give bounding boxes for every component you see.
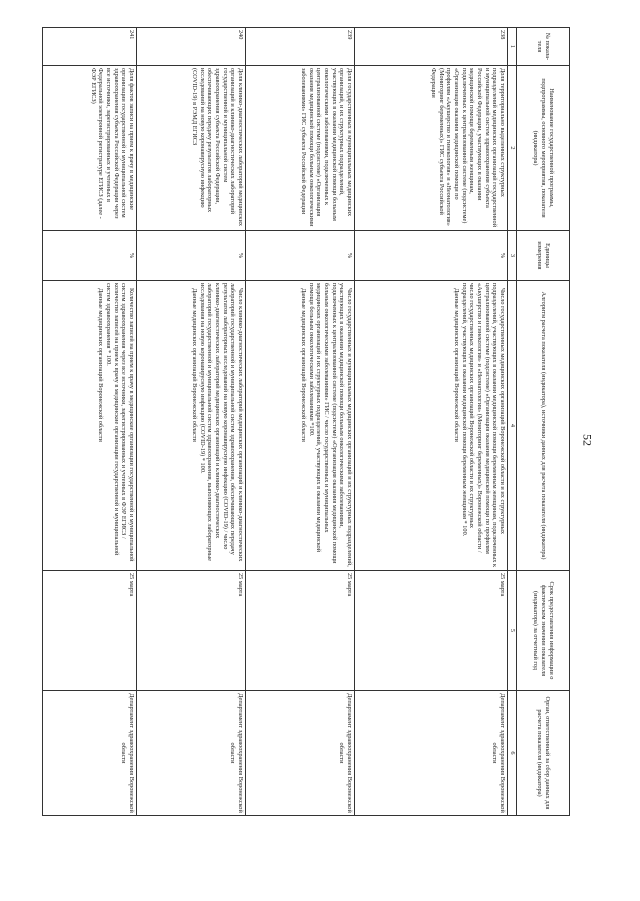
row-number: 241: [43, 28, 137, 66]
deadline: 25 марта: [43, 571, 137, 691]
table-row: [43, 28, 137, 816]
table-row: [354, 28, 507, 816]
algorithm-cell: [137, 281, 246, 571]
responsible-authority: Департамент здравоохранения Воронежской области: [43, 691, 137, 816]
table-row: [137, 28, 246, 816]
deadline: 25 марта: [354, 571, 507, 691]
data-source: Данные медицинских организаций Воронежской области: [452, 288, 460, 442]
indicator-name: Доля государственных и муниципальных медицинских организаций, и их структурных подразделений, участвующих в оказании медицинской помощи больным онкологическими заболеваниями, подключенных к централизованной системе (подсистеме) «Организация оказания медицинской помощи больным онкологическими заболеваниями» ГИС субъекта Российской Федерации: [246, 66, 355, 231]
row-number: 239: [246, 28, 355, 66]
table-row: [246, 28, 355, 816]
column-numbers-row: [508, 28, 517, 816]
unit: %: [137, 231, 246, 281]
unit: %: [43, 231, 137, 281]
indicator-name: Доля территориально выделенных структурных подразделений медицинских организаций государственной и муниципальной систем здравоохранения субъекта Российской Федерации, участвующих в оказании медицинской помощи беременным женщинам, подключенных к централизованной системе (подсистеме) «Организация оказания медицинской помощи по профилям «Акушерство и гинекология» и «Неонатология» (Мониторинг беременных)» ГИС субъекта Российской Федерации: [354, 66, 507, 231]
column-number: 2: [508, 66, 517, 231]
unit: %: [354, 231, 507, 281]
header-deadline: Срок предоставления информации о фактическом значении показателя (индикатора) за отчетный год: [517, 571, 570, 691]
row-number: 240: [137, 28, 246, 66]
deadline: 25 марта: [246, 571, 355, 691]
algorithm-cell: [43, 281, 137, 571]
data-source: Данные медицинских организаций Воронежской области: [191, 288, 199, 442]
column-number: 6: [508, 691, 517, 816]
column-number: 4: [508, 281, 517, 571]
header-indicator-name: Наименование государственной программы, подпрограммы, основного мероприятия, показателя (индикатора): [517, 66, 570, 231]
algorithm-cell: [246, 281, 355, 571]
header-authority: Орган, ответственный за сбор данных для расчета показателя (индикатора): [517, 691, 570, 816]
column-number: 1: [508, 28, 517, 66]
page-number: 52: [580, 434, 595, 446]
rotated-table-wrapper: [42, 27, 570, 815]
algorithm-text: Количество записей на прием к врачу в медицинские организации государственной и муниципальной систем здравоохранения через все источники, зарегистрированных и учтенных в ФЭР ЕГИСЗ / количество записей на прием к врачу в медицинские организации государственной и муниципальной систем здравоохранения * 100.: [105, 283, 136, 562]
algorithm-text: Число государственных медицинских организаций Воронежской области и их структурных подразделений, участвующих в оказании медицинской помощи беременным женщинам, подключенных к централизованной системе (подсистеме) «Организация оказания медицинской помощи по профилям «Акушерство и гинекология» и «Неонатология» (Мониторинг беременных)» Воронежской области / число государственных медицинских организаций Воронежской области и их структурных подразделений, участвующих в оказании медицинской помощи беременным женщинам * 100.: [460, 283, 506, 568]
deadline: 25 марта: [137, 571, 246, 691]
data-source: Данные медицинских организаций Воронежской области: [299, 288, 307, 442]
algorithm-text: Число государственных и муниципальных медицинских организаций и их структурных подразделений, участвующих в оказании медицинской помощи больным онкологическими заболеваниями, подключенных к централизованной системе (подсистеме) «Организация оказания медицинской помощи больным онкологическими заболеваниями» ГИС / число государственных и муниципальных медицинских организаций и их структурных подразделений, участвующих в оказании медицинской помощи больным онкологическими заболеваниями *100.: [307, 283, 353, 567]
unit: %: [246, 231, 355, 281]
responsible-authority: Департамент здравоохранения Воронежской области: [246, 691, 355, 816]
table-header-row: [517, 28, 570, 816]
algorithm-text: Число клинико-диагностических лабораторий медицинских организаций и клинико-диагностических лабораторий государственной и муниципальной систем здравоохранения, обеспечивающих передачу результатов лабораторных исследований на новую коронавирусную инфекцию (COVID-19) / число клинико-диагностических лабораторий медицинских организаций и клинико-диагностических лабораторий государственной и муниципальной систем здравоохранения, выполняющих лабораторные исследования на новую коронавирусную инфекцию (COVID-19) * 100.: [198, 283, 245, 562]
indicator-table: [42, 27, 570, 816]
algorithm-cell: [354, 281, 507, 571]
header-algorithm: Алгоритм расчета показателя (индикатора), источники данных для расчета показателя (индикатора): [517, 281, 570, 571]
responsible-authority: Департамент здравоохранения Воронежской области: [137, 691, 246, 816]
data-source: Данные медицинских организаций Воронежской области: [97, 288, 105, 442]
header-number: № показа-теля: [517, 28, 570, 66]
row-number: 238: [354, 28, 507, 66]
responsible-authority: Департамент здравоохранения Воронежской области: [354, 691, 507, 816]
column-number: 5: [508, 571, 517, 691]
indicator-name: Доля фактов записи на прием к врачу в медицинские организации государственной и муниципальной систем здравоохранения субъекта Российской Федерации через все источники, зарегистрированных и учтенных в Федеральной электронной регистратуре ЕГИСЗ (далее - ФЭР ЕГИСЗ): [43, 66, 137, 231]
column-number: 3: [508, 231, 517, 281]
indicator-name: Доля клинико-диагностических лабораторий медицинских организаций и клинико-диагностических лабораторий государственной и муниципальной систем здравоохранения субъекта Российской Федерации, обеспечивающих передачу результатов лабораторных исследований на новую коронавирусную инфекцию (COVID-19) в РЭМД ЕГИСЗ: [137, 66, 246, 231]
header-unit: Единицы измерения: [517, 231, 570, 281]
